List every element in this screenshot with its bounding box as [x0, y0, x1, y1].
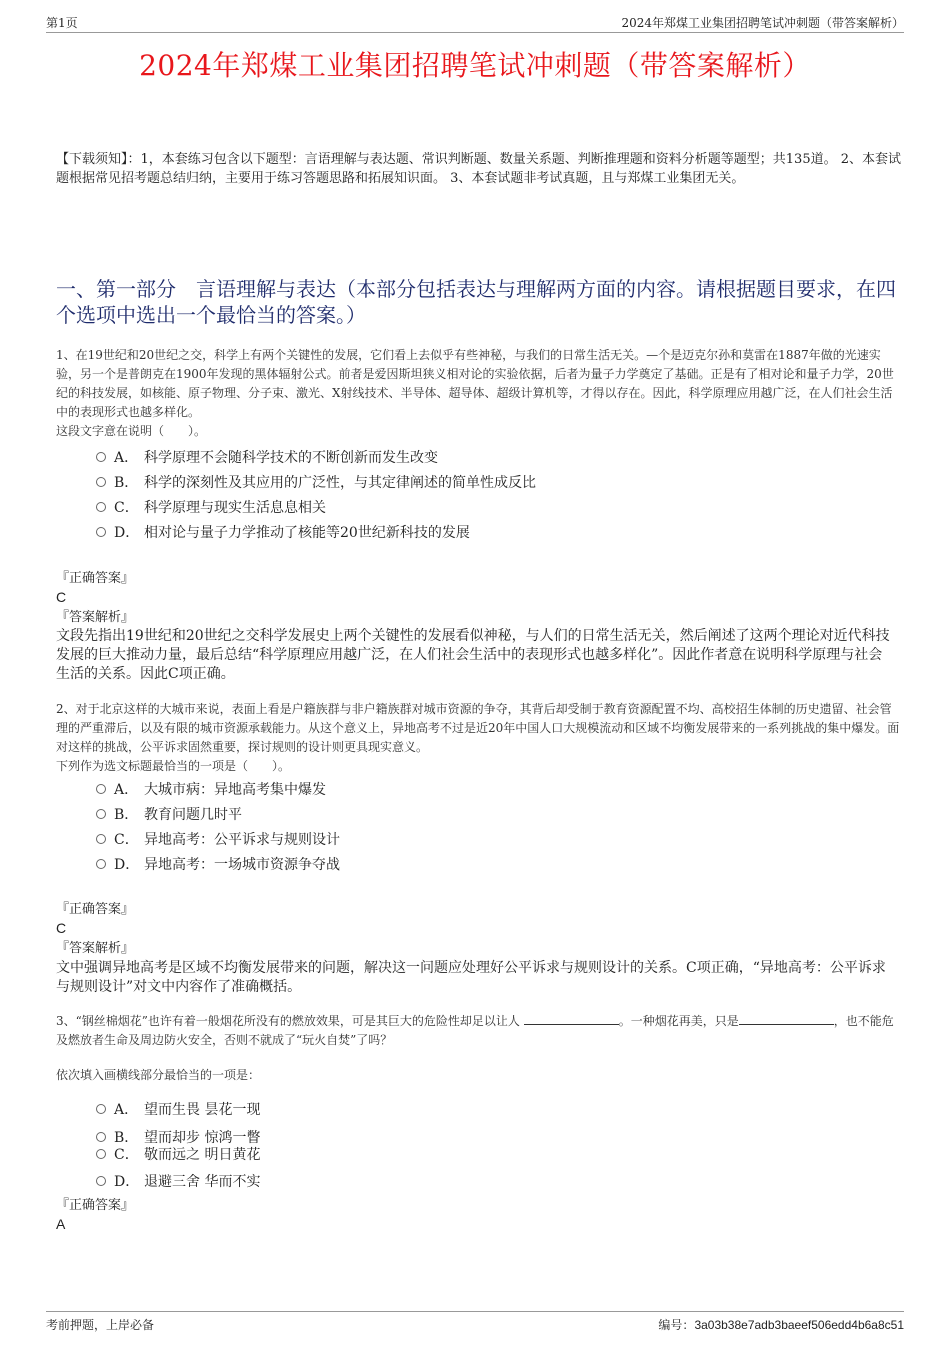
question-1-prompt: 这段文字意在说明（ ）。: [56, 424, 207, 438]
analysis-label: 『答案解析』: [56, 610, 135, 625]
question-3-prompt: 依次填入画横线部分最恰当的一项是：: [56, 1068, 261, 1082]
question-2-option-b[interactable]: B． 教育问题几时平: [96, 803, 876, 828]
question-2-option-d[interactable]: D． 异地高考：一场城市资源争夺战: [96, 853, 876, 878]
question-3-option-c[interactable]: C． 敬而远之 明日黄花: [96, 1147, 876, 1164]
question-3-option-d[interactable]: D． 退避三舍 华而不实: [96, 1170, 876, 1195]
question-2-prompt: 下列作为选文标题最恰当的一项是（ ）。: [56, 759, 291, 773]
question-3-option-b[interactable]: B． 望而却步 惊鸿一瞥: [96, 1130, 876, 1147]
question-1-options: [96, 446, 876, 546]
radio-icon[interactable]: [96, 809, 106, 819]
radio-icon[interactable]: [96, 1176, 106, 1186]
header-doc-title: 2024年郑煤工业集团招聘笔试冲刺题（带答案解析）: [621, 16, 904, 30]
question-1-text: 1、在19世纪和20世纪之交，科学上有两个关键性的发展，它们看上去似乎有些神秘，与我们的日常生活无关。—个是迈克尔孙和莫雷在1887年做的光速实验，另一个是普朗克在1900年发现的黑体辐射公式。前者是爱因斯坦狭义相对论的实验依据，后者为量子力学奠定了基础。正是有了相对论和量子力学，20世纪的科技发展，如核能、原子物理、分子束、激光、X射线技术、半导体、超导体、超级计算机等，才得以存在。因此，科学原理应用越广泛，在人们社会生活中的表现形式也越多样化。: [56, 348, 894, 419]
question-1-option-c[interactable]: C． 科学原理与现实生活息息相关: [96, 496, 876, 521]
fill-blank-1[interactable]: [524, 1012, 619, 1025]
page-number: 第1页: [46, 16, 78, 30]
radio-icon[interactable]: [96, 1132, 106, 1142]
page-header: [46, 14, 904, 33]
radio-icon[interactable]: [96, 1149, 106, 1159]
question-2-analysis: 文中强调异地高考是区域不均衡发展带来的问题，解决这一问题应处理好公平诉求与规则设计的关系。C项正确，“异地高考：公平诉求与规则设计”对文中内容作了准确概括。: [56, 960, 886, 995]
question-1-analysis: 文段先指出19世纪和20世纪之交科学发展史上两个关键性的发展看似神秘，与人们的日常生活无关，然后阐述了这两个理论对近代科技发展的巨大推动力量，最后总结“科学原理应用越广泛，在人们社会生活中的表现形式也越多样化”。因此作者意在说明科学原理与社会生活的关系。因此C项正确。: [56, 628, 890, 682]
question-3-options: [96, 1098, 876, 1195]
answer-value: C: [56, 589, 67, 605]
question-2-options: [96, 778, 876, 878]
radio-icon[interactable]: [96, 834, 106, 844]
answer-value: A: [56, 1216, 66, 1232]
question-2-answer: [56, 900, 902, 958]
question-1-option-d[interactable]: D． 相对论与量子力学推动了核能等20世纪新科技的发展: [96, 521, 876, 546]
download-notice: 【下载须知】：1，本套练习包含以下题型：言语理解与表达题、常识判断题、数量关系题、判断推理题和资料分析题等题型；共135道。 2、本套试题根据常见招考题总结归纳，主要用于练习答题思路和拓展知识面。 3、本套试题非考试真题，且与郑煤工业集团无关。: [56, 152, 901, 186]
radio-icon[interactable]: [96, 477, 106, 487]
question-1-stem: [56, 346, 902, 441]
radio-icon[interactable]: [96, 527, 106, 537]
question-3-option-a[interactable]: A． 望而生畏 昙花一现: [96, 1098, 876, 1124]
answer-label: 『正确答案』: [56, 1198, 135, 1213]
question-2-option-c[interactable]: C． 异地高考：公平诉求与规则设计: [96, 828, 876, 853]
question-1-option-b[interactable]: B． 科学的深刻性及其应用的广泛性，与其定律阐述的简单性成反比: [96, 471, 876, 496]
answer-label: 『正确答案』: [56, 571, 135, 586]
page-title: 2024年郑煤工业集团招聘笔试冲刺题（带答案解析）: [139, 49, 811, 82]
question-3-answer: [56, 1196, 902, 1235]
question-2-option-a[interactable]: A． 大城市病：异地高考集中爆发: [96, 778, 876, 803]
analysis-label: 『答案解析』: [56, 941, 135, 956]
question-2-text: 2、对于北京这样的大城市来说，表面上看是户籍族群与非户籍族群对城市资源的争夺，其背后却受制于教育资源配置不均、高校招生体制的历史遗留、社会管理的严重滞后，以及有限的城市资源承载能力。从这个意义上，异地高考不过是近20年中国人口大规模流动和区域不均衡发展带来的一系列挑战的集中爆发。面对这样的挑战，公平诉求固然重要，探讨规则的设计则更具现实意义。: [56, 702, 900, 754]
answer-value: C: [56, 920, 67, 936]
question-2-stem: [56, 700, 902, 776]
question-1-option-a[interactable]: A． 科学原理不会随科学技术的不断创新而发生改变: [96, 446, 876, 471]
question-1-answer: [56, 569, 902, 627]
radio-icon[interactable]: [96, 784, 106, 794]
radio-icon[interactable]: [96, 452, 106, 462]
footer-code: 编号：3a03b38e7adb3baeef506edd4b6a8c51: [658, 1318, 904, 1332]
radio-icon[interactable]: [96, 1104, 106, 1114]
radio-icon[interactable]: [96, 502, 106, 512]
radio-icon[interactable]: [96, 859, 106, 869]
fill-blank-2[interactable]: [739, 1012, 834, 1025]
section-title: 一、第一部分 言语理解与表达（本部分包括表达与理解两方面的内容。请根据题目要求，在四个选项中选出一个最恰当的答案。）: [56, 277, 896, 327]
answer-label: 『正确答案』: [56, 902, 135, 917]
page-footer: [46, 1311, 904, 1332]
question-3-stem: 3、“钢丝棉烟花”也许有着一般烟花所没有的燃放效果，可是其巨大的危险性却足以让人 。一种烟花再美，只是 ，也不能危及燃放者生命及周边防火安全，否则不就成了“玩火自焚”了吗？: [56, 1014, 894, 1047]
footer-slogan: 考前押题，上岸必备: [46, 1318, 155, 1332]
